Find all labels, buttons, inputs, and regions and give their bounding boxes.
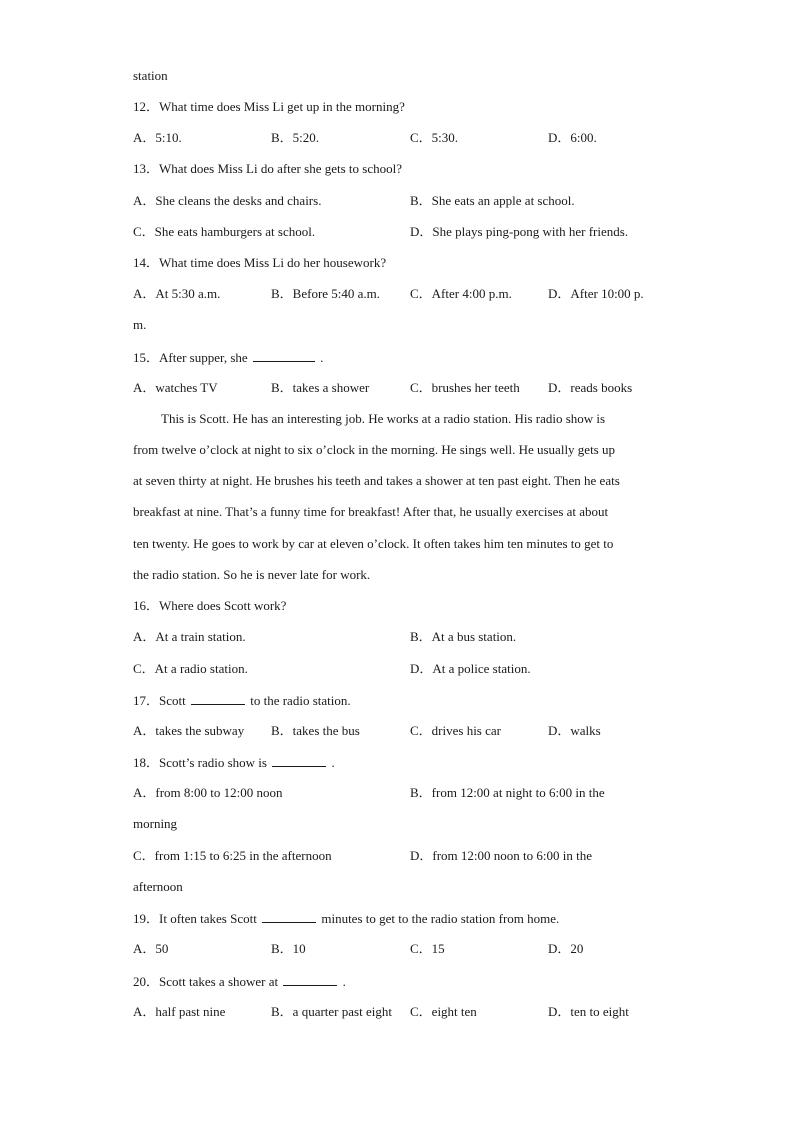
passage-line: ten twenty. He goes to work by car at eleven o’clock. It often takes him ten minutes to get to bbox=[133, 536, 614, 551]
q16-option-a[interactable]: A．At a train station. bbox=[133, 629, 246, 644]
q14-option-d-wrap: m. bbox=[133, 317, 147, 332]
q17-option-c[interactable]: C．drives his car bbox=[410, 723, 501, 738]
question-14-stem: 14．What time does Miss Li do her housework? bbox=[133, 255, 387, 270]
q15-option-a[interactable]: A．watches TV bbox=[133, 380, 218, 395]
q15-stem-before: 15．After supper, she bbox=[133, 350, 248, 365]
q14-option-b[interactable]: B．Before 5:40 a.m. bbox=[271, 286, 381, 301]
continuation-text: station bbox=[133, 68, 168, 83]
q18-option-b-wrap: morning bbox=[133, 816, 178, 831]
question-12-stem: 12．What time does Miss Li get up in the morning? bbox=[133, 99, 405, 114]
q15-option-b[interactable]: B．takes a shower bbox=[271, 380, 370, 395]
q18-option-d-wrap: afternoon bbox=[133, 879, 183, 894]
q19-option-a[interactable]: A．50 bbox=[133, 941, 169, 956]
passage-line: breakfast at nine. That’s a funny time for breakfast! After that, he usually exercises at about bbox=[133, 504, 609, 519]
question-17-stem bbox=[133, 692, 351, 708]
q18-stem-after: . bbox=[331, 755, 335, 770]
q20-option-d[interactable]: D．ten to eight bbox=[548, 1004, 629, 1019]
q12-option-d[interactable]: D．6:00. bbox=[548, 130, 597, 145]
q16-option-b[interactable]: B．At a bus station. bbox=[410, 629, 517, 644]
q20-stem-after: . bbox=[342, 974, 346, 989]
question-19-stem bbox=[133, 910, 559, 926]
question-13-stem: 13．What does Miss Li do after she gets to school? bbox=[133, 161, 402, 176]
q18-option-d[interactable]: D．from 12:00 noon to 6:00 in the bbox=[410, 848, 592, 863]
q13-option-b[interactable]: B．She eats an apple at school. bbox=[410, 193, 575, 208]
q18-option-a[interactable]: A．from 8:00 to 12:00 noon bbox=[133, 785, 283, 800]
q17-option-b[interactable]: B．takes the bus bbox=[271, 723, 360, 738]
q19-option-b[interactable]: B．10 bbox=[271, 941, 306, 956]
question-16-stem: 16．Where does Scott work? bbox=[133, 598, 287, 613]
passage-line: from twelve o’clock at night to six o’clock in the morning. He sings well. He usually gets up bbox=[133, 442, 615, 457]
q13-option-d[interactable]: D．She plays ping-pong with her friends. bbox=[410, 224, 629, 239]
q12-option-b[interactable]: B．5:20. bbox=[271, 130, 320, 145]
q20-option-c[interactable]: C．eight ten bbox=[410, 1004, 477, 1019]
q14-option-a[interactable]: A．At 5:30 a.m. bbox=[133, 286, 221, 301]
answer-blank bbox=[272, 754, 326, 767]
question-20-stem bbox=[133, 973, 346, 989]
q12-option-c[interactable]: C．5:30. bbox=[410, 130, 459, 145]
q19-option-c[interactable]: C．15 bbox=[410, 941, 445, 956]
q13-option-a[interactable]: A．She cleans the desks and chairs. bbox=[133, 193, 322, 208]
q18-stem-before: 18．Scott’s radio show is bbox=[133, 755, 267, 770]
q20-option-b[interactable]: B．a quarter past eight bbox=[271, 1004, 392, 1019]
q14-option-c[interactable]: C．After 4:00 p.m. bbox=[410, 286, 512, 301]
q12-option-a[interactable]: A．5:10. bbox=[133, 130, 182, 145]
passage-line: the radio station. So he is never late for work. bbox=[133, 567, 371, 582]
q19-stem-before: 19．It often takes Scott bbox=[133, 911, 257, 926]
question-15-stem bbox=[133, 349, 323, 365]
q15-option-d[interactable]: D．reads books bbox=[548, 380, 633, 395]
passage-line: This is Scott. He has an interesting job. He works at a radio station. His radio show is bbox=[161, 411, 606, 426]
question-18-stem bbox=[133, 754, 335, 770]
answer-blank bbox=[283, 973, 337, 986]
q17-stem-before: 17．Scott bbox=[133, 693, 186, 708]
passage-line: at seven thirty at night. He brushes his teeth and takes a shower at ten past eight. Then he eats bbox=[133, 473, 620, 488]
q19-option-d[interactable]: D．20 bbox=[548, 941, 584, 956]
answer-blank bbox=[191, 692, 245, 705]
q20-option-a[interactable]: A．half past nine bbox=[133, 1004, 226, 1019]
answer-blank bbox=[262, 910, 316, 923]
q20-stem-before: 20．Scott takes a shower at bbox=[133, 974, 279, 989]
q13-option-c[interactable]: C．She eats hamburgers at school. bbox=[133, 224, 316, 239]
q16-option-d[interactable]: D．At a police station. bbox=[410, 661, 531, 676]
q18-option-b[interactable]: B．from 12:00 at night to 6:00 in the bbox=[410, 785, 605, 800]
q18-option-c[interactable]: C．from 1:15 to 6:25 in the afternoon bbox=[133, 848, 332, 863]
q19-stem-after: minutes to get to the radio station from home. bbox=[321, 911, 560, 926]
q15-option-c[interactable]: C．brushes her teeth bbox=[410, 380, 520, 395]
answer-blank bbox=[253, 349, 315, 362]
q17-option-a[interactable]: A．takes the subway bbox=[133, 723, 245, 738]
q14-option-d[interactable]: D．After 10:00 p. bbox=[548, 286, 644, 301]
q15-stem-after: . bbox=[320, 350, 324, 365]
q17-option-d[interactable]: D．walks bbox=[548, 723, 601, 738]
q17-stem-after: to the radio station. bbox=[250, 693, 351, 708]
q16-option-c[interactable]: C．At a radio station. bbox=[133, 661, 248, 676]
